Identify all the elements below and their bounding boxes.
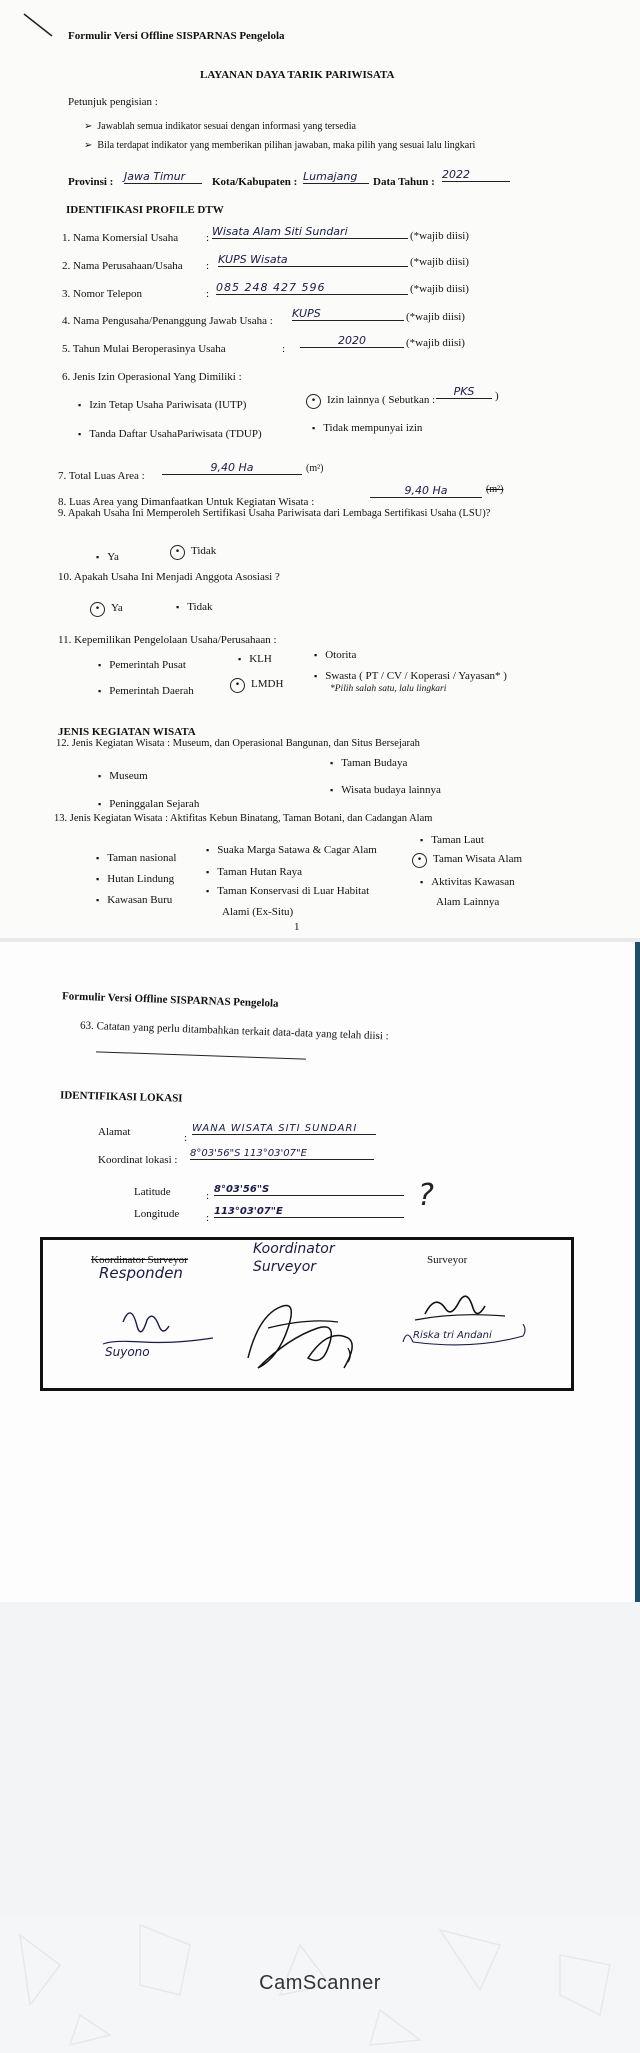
- q9-option-ya: ▪ Ya: [96, 551, 119, 563]
- tahun-label: Data Tahun :: [373, 176, 435, 188]
- instructions-label: Petunjuk pengisian :: [68, 96, 158, 108]
- q7-unit: (m²): [306, 463, 324, 474]
- q6-close-paren: ): [495, 390, 499, 402]
- q8-value: 9,40 Ha: [370, 484, 482, 498]
- form-header: Formulir Versi Offline SISPARNAS Pengelola: [68, 30, 285, 42]
- provinsi-value: Jawa Timur: [124, 170, 202, 184]
- camscanner-brand: CamScanner: [259, 1972, 381, 1994]
- q11-option-klh: ▪ KLH: [238, 653, 272, 665]
- q63-label: 63. Catatan yang perlu ditambahkan terkait data-data yang telah diisi :: [79, 1019, 389, 1043]
- q13-option-hutan-raya: ▪ Taman Hutan Raya: [206, 866, 302, 878]
- selected-circle-icon: •: [90, 602, 105, 617]
- q1-colon: :: [206, 232, 210, 244]
- q6-option-tidak-izin: ▪ Tidak mempunyai izin: [312, 422, 422, 434]
- form-header-2: Formulir Versi Offline SISPARNAS Pengelola: [61, 990, 279, 1010]
- provinsi-label: Provinsi :: [68, 176, 114, 188]
- q1-label: 1. Nama Komersial Usaha: [62, 232, 179, 244]
- tahun-value: 2022: [442, 168, 510, 182]
- q3-wajib: (*wajib diisi): [410, 283, 469, 295]
- q6-option-iutp: ▪ Izin Tetap Usaha Pariwisata (IUTP): [78, 399, 246, 411]
- q12-option-museum: ▪ Museum: [98, 770, 148, 782]
- q10-option-ya: • Ya: [90, 602, 123, 617]
- scan-edge: [635, 942, 640, 1602]
- koordinat-value: 8°03'56"S 113°03'07"E: [190, 1148, 374, 1160]
- sig-name-1: Suyono: [105, 1345, 150, 1359]
- svg-text:): ): [346, 1345, 353, 1364]
- q2-label: 2. Nama Perusahaan/Usaha: [62, 260, 183, 272]
- instruction-item-1: ➢ Jawablah semua indikator sesuai dengan informasi yang tersedia: [84, 121, 356, 132]
- q1-value: Wisata Alam Siti Sundari: [212, 225, 408, 239]
- signature-box: [40, 1237, 574, 1391]
- scanned-page-2: [0, 942, 640, 1602]
- koordinat-label: Koordinat lokasi :: [98, 1154, 178, 1166]
- q3-value: 085 248 427 596: [216, 281, 408, 295]
- q13-option-taman-nasional: ▪ Taman nasional: [96, 852, 176, 864]
- selected-circle-icon: •: [230, 678, 245, 693]
- form-title: LAYANAN DAYA TARIK PARIWISATA: [200, 69, 395, 81]
- signature-koordinator: [228, 1288, 378, 1378]
- q11-option-otorita: ▪ Otorita: [314, 649, 356, 661]
- q13-option-aktivitas-line2: Alam Lainnya: [436, 896, 500, 908]
- q12-label: 12. Jenis Kegiatan Wisata : Museum, dan Operasional Bangunan, dan Situs Bersejarah: [56, 738, 420, 749]
- sig-koordinator-printed: Koordinator Surveyor: [91, 1254, 188, 1266]
- section-profile-title: IDENTIFIKASI PROFILE DTW: [66, 204, 224, 216]
- alamat-label: Alamat: [98, 1126, 131, 1138]
- q2-wajib: (*wajib diisi): [410, 256, 469, 268]
- sig-responden-handwritten: Responden: [99, 1264, 183, 1282]
- q8-unit: (m²): [486, 484, 504, 495]
- q5-colon: :: [282, 343, 286, 355]
- q3-label: 3. Nomor Telepon: [62, 288, 142, 300]
- q11-option-daerah: ▪ Pemerintah Daerah: [98, 685, 194, 697]
- q13-option-suaka: ▪ Suaka Marga Satawa & Cagar Alam: [206, 844, 377, 856]
- selected-circle-icon: •: [412, 853, 427, 868]
- q13-option-aktivitas: ▪ Aktivitas Kawasan: [420, 876, 515, 888]
- selected-circle-icon: •: [170, 545, 185, 560]
- q6-lainnya-value: PKS: [436, 385, 492, 399]
- scanned-page-1: [0, 0, 640, 940]
- q63-answer-line: [96, 1050, 306, 1059]
- q4-value: KUPS: [292, 307, 404, 321]
- q13-option-hutan-lindung: ▪ Hutan Lindung: [96, 873, 174, 885]
- q13-option-konservasi-line2: Alami (Ex-Situ): [222, 906, 294, 918]
- q3-colon: :: [206, 288, 210, 300]
- signature-surveyor: [395, 1280, 545, 1360]
- q4-wajib: (*wajib diisi): [406, 311, 465, 323]
- instruction-item-2: ➢ Bila terdapat indikator yang memberikan pilihan jawaban, maka pilih yang sesuai lalu lingkari: [84, 140, 476, 151]
- q1-wajib: (*wajib diisi): [410, 230, 469, 242]
- q9-label: 9. Apakah Usaha Ini Memperoleh Sertifikasi Usaha Pariwisata dari Lembaga Sertifikasi Usaha (LSU)?: [58, 508, 491, 519]
- q5-wajib: (*wajib diisi): [406, 337, 465, 349]
- latitude-label: Latitude: [134, 1186, 171, 1198]
- kota-value: Lumajang: [303, 170, 369, 184]
- q13-option-taman-laut: ▪ Taman Laut: [420, 834, 484, 846]
- q7-label: 7. Total Luas Area :: [58, 470, 145, 482]
- section-lokasi-title: IDENTIFIKASI LOKASI: [59, 1089, 183, 1105]
- alamat-colon: :: [184, 1132, 188, 1144]
- q2-value: KUPS Wisata: [218, 253, 408, 267]
- corner-mark: [20, 10, 60, 40]
- sig-koordinator-handwritten: Koordinator Surveyor: [253, 1241, 335, 1275]
- latitude-colon: :: [206, 1190, 210, 1202]
- q11-note: *Pilih salah satu, lalu lingkari: [330, 684, 447, 694]
- longitude-label: Longitude: [134, 1208, 180, 1220]
- q12-option-budaya-lainnya: ▪ Wisata budaya lainnya: [330, 784, 441, 796]
- q8-label: 8. Luas Area yang Dimanfaatkan Untuk Kegiatan Wisata :: [58, 496, 315, 508]
- alamat-value: WANA WISATA SITI SUNDARI: [192, 1123, 376, 1135]
- q6-option-tdup: ▪ Tanda Daftar UsahaPariwisata (TDUP): [78, 428, 262, 440]
- q9-option-tidak: • Tidak: [170, 545, 216, 560]
- q6-option-lainnya: • Izin lainnya ( Sebutkan :: [306, 394, 435, 409]
- q13-option-taman-wisata-alam: • Taman Wisata Alam: [412, 853, 522, 868]
- section-kegiatan-title: JENIS KEGIATAN WISATA: [58, 726, 196, 738]
- q5-value: 2020: [300, 334, 404, 348]
- q5-label: 5. Tahun Mulai Beroperasinya Usaha: [62, 343, 226, 355]
- q7-value: 9,40 Ha: [162, 461, 302, 475]
- q10-option-tidak: ▪ Tidak: [176, 601, 212, 613]
- page-number: 1: [294, 921, 300, 933]
- q12-option-peninggalan: ▪ Peninggalan Sejarah: [98, 798, 199, 810]
- q6-label: 6. Jenis Izin Operasional Yang Dimiliki :: [62, 371, 242, 383]
- q13-label: 13. Jenis Kegiatan Wisata : Aktifitas Kebun Binatang, Taman Botani, dan Cadangan Alam: [54, 813, 433, 824]
- q10-label: 10. Apakah Usaha Ini Menjadi Anggota Asosiasi ?: [58, 571, 280, 583]
- q4-label: 4. Nama Pengusaha/Penanggung Jawab Usaha :: [62, 315, 273, 327]
- q12-option-taman-budaya: ▪ Taman Budaya: [330, 757, 407, 769]
- q13-option-konservasi: ▪ Taman Konservasi di Luar Habitat: [206, 885, 369, 897]
- signature-responden: [83, 1292, 223, 1362]
- q11-option-pusat: ▪ Pemerintah Pusat: [98, 659, 186, 671]
- longitude-value: 113°03'07"E: [214, 1206, 404, 1218]
- q11-label: 11. Kepemilikan Pengelolaan Usaha/Perusahaan :: [58, 634, 277, 646]
- q13-option-kawasan-buru: ▪ Kawasan Buru: [96, 894, 172, 906]
- latitude-value: 8°03'56"S: [214, 1184, 404, 1196]
- selected-circle-icon: •: [306, 394, 321, 409]
- q11-option-lmdh: • LMDH: [230, 678, 283, 693]
- q2-colon: :: [206, 260, 210, 272]
- q11-option-swasta: ▪ Swasta ( PT / CV / Koperasi / Yayasan* ): [314, 670, 507, 682]
- kota-label: Kota/Kabupaten :: [212, 176, 298, 188]
- longitude-colon: :: [206, 1212, 210, 1224]
- question-mark-note: ?: [418, 1178, 434, 1213]
- sig-name-3: Riska tri Andani: [413, 1330, 492, 1341]
- sig-surveyor-printed: Surveyor: [427, 1254, 468, 1266]
